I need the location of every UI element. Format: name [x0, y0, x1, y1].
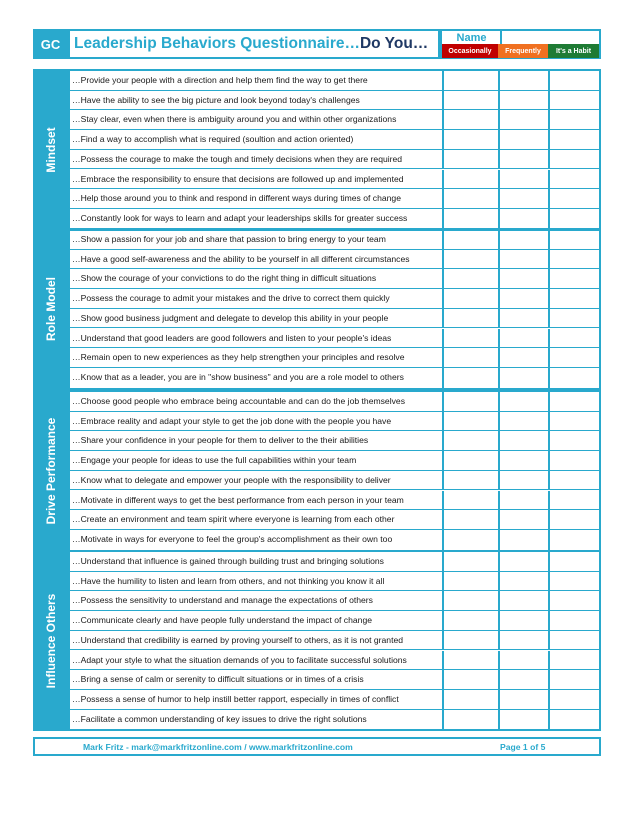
habit-cell[interactable]	[548, 309, 599, 329]
frequently-cell[interactable]	[498, 690, 548, 710]
question-row	[70, 71, 599, 91]
habit-cell[interactable]	[548, 269, 599, 289]
occasionally-cell[interactable]	[442, 631, 498, 651]
section-rows	[68, 550, 601, 731]
question-row	[70, 230, 599, 250]
frequently-cell[interactable]	[498, 209, 548, 229]
footer-page-number: Page 1 of 5	[500, 742, 546, 752]
habit-cell[interactable]	[548, 651, 599, 671]
question-row	[70, 289, 599, 309]
habit-cell[interactable]	[548, 552, 599, 572]
section-label	[33, 390, 68, 552]
occasionally-cell[interactable]	[442, 309, 498, 329]
question-text: …Know that as a leader, you are in "show business" and you are a role model to others	[72, 371, 404, 382]
question-text: …Possess the courage to admit your mistakes and the drive to correct them quickly	[72, 293, 390, 304]
question-text: …Have a good self-awareness and the ability to be yourself in all different circumstances	[72, 253, 410, 264]
question-row	[70, 130, 599, 150]
question-row	[70, 250, 599, 270]
habit-cell[interactable]	[548, 471, 599, 491]
section	[33, 550, 601, 731]
question-text: …Embrace reality and adapt your style to get the job done with the people you have	[72, 415, 392, 426]
habit-cell[interactable]	[548, 412, 599, 432]
question-text: …Create an environment and team spirit where everyone is learning from each other	[72, 514, 395, 525]
occasionally-cell[interactable]	[442, 431, 498, 451]
section-label	[33, 550, 68, 731]
section-label	[33, 69, 68, 231]
occasionally-cell[interactable]	[442, 670, 498, 690]
question-text: …Motivate in ways for everyone to feel the group's accomplishment as their own too	[72, 533, 393, 544]
frequently-cell[interactable]	[498, 710, 548, 730]
question-row	[70, 690, 599, 710]
question-row	[70, 368, 599, 388]
question-text: …Find a way to accomplish what is required (soultion and action oriented)	[72, 134, 354, 145]
section-rows	[68, 390, 601, 552]
question-row	[70, 572, 599, 592]
occasionally-cell[interactable]	[442, 368, 498, 388]
page-title	[68, 29, 440, 59]
occasionally-cell[interactable]	[442, 110, 498, 130]
question-text: …Have the humility to listen and learn from others, and not thinking you know it all	[72, 575, 385, 586]
question-row	[70, 591, 599, 611]
title-main: Leadership Behaviors Questionnaire…	[74, 35, 360, 52]
frequently-cell[interactable]	[498, 329, 548, 349]
occasionally-cell[interactable]	[442, 71, 498, 91]
habit-cell[interactable]	[548, 510, 599, 530]
question-row	[70, 611, 599, 631]
frequently-cell[interactable]	[498, 392, 548, 412]
question-text: …Possess the sensitivity to understand and manage the expectations of others	[72, 595, 373, 606]
question-row	[70, 209, 599, 229]
name-divider	[500, 31, 502, 45]
section-label-text: Drive Performance	[43, 417, 58, 525]
frequently-cell[interactable]	[498, 471, 548, 491]
question-row	[70, 412, 599, 432]
frequently-cell[interactable]	[498, 170, 548, 190]
question-row	[70, 670, 599, 690]
question-text: …Engage your people for ideas to use the full capabilities within your team	[72, 455, 357, 466]
occasionally-cell[interactable]	[442, 348, 498, 368]
frequently-cell[interactable]	[498, 631, 548, 651]
habit-cell[interactable]	[548, 189, 599, 209]
habit-cell[interactable]	[548, 670, 599, 690]
section	[33, 228, 601, 390]
question-text: …Provide your people with a direction and help them find the way to get there	[72, 75, 368, 85]
question-text: …Choose good people who embrace being accountable and can do the job themselves	[72, 396, 405, 406]
question-row	[70, 269, 599, 289]
frequently-cell[interactable]	[498, 412, 548, 432]
question-row	[70, 471, 599, 491]
frequently-cell[interactable]	[498, 269, 548, 289]
frequently-cell[interactable]	[498, 309, 548, 329]
habit-cell[interactable]	[548, 690, 599, 710]
frequently-cell[interactable]	[498, 451, 548, 471]
frequently-cell[interactable]	[498, 230, 548, 250]
frequently-cell[interactable]	[498, 289, 548, 309]
occasionally-cell[interactable]	[442, 611, 498, 631]
footer	[33, 737, 601, 756]
question-text: …Embrace the responsibility to ensure that decisions are followed up and implemented	[72, 173, 404, 184]
occasionally-cell[interactable]	[442, 230, 498, 250]
question-text: …Know what to delegate and empower your people with the responsibility to deliver	[72, 474, 391, 485]
question-row	[70, 451, 599, 471]
occasionally-cell[interactable]	[442, 170, 498, 190]
occasionally-cell[interactable]	[442, 552, 498, 572]
footer-contact: Mark Fritz - mark@markfritzonline.com / www.markfritzonline.com	[83, 742, 353, 752]
habit-cell[interactable]	[548, 451, 599, 471]
frequently-cell[interactable]	[498, 431, 548, 451]
habit-cell[interactable]	[548, 150, 599, 170]
question-row	[70, 91, 599, 111]
question-row	[70, 491, 599, 511]
habit-cell[interactable]	[548, 329, 599, 349]
section-label-text: Influence Others	[43, 593, 58, 688]
occasionally-cell[interactable]	[442, 329, 498, 349]
question-text: …Possess the courage to make the tough and timely decisions when they are required	[72, 153, 403, 164]
section	[33, 69, 601, 231]
occasionally-header: Occasionally	[442, 44, 498, 58]
habit-cell[interactable]	[548, 491, 599, 511]
occasionally-cell[interactable]	[442, 91, 498, 111]
habit-cell[interactable]	[548, 130, 599, 150]
habit-cell[interactable]	[548, 91, 599, 111]
question-text: …Adapt your style to what the situation demands of you to facilitate successful solutions	[72, 654, 407, 665]
frequently-header: Frequently	[498, 44, 548, 58]
question-text: …Stay clear, even when there is ambiguity around you and within other organizations	[72, 114, 397, 125]
question-row	[70, 651, 599, 671]
habit-cell[interactable]	[548, 631, 599, 651]
question-row	[70, 150, 599, 170]
question-text: …Remain open to new experiences as they help strengthen your principles and resolve	[72, 352, 405, 363]
frequently-cell[interactable]	[498, 110, 548, 130]
frequently-cell[interactable]	[498, 530, 548, 550]
habit-cell[interactable]	[548, 230, 599, 250]
habit-cell[interactable]	[548, 110, 599, 130]
section-rows	[68, 69, 601, 231]
habit-header: It's a Habit	[548, 44, 599, 58]
frequently-cell[interactable]	[498, 591, 548, 611]
question-text: …Share your confidence in your people for them to deliver to the their abilities	[72, 435, 369, 446]
occasionally-cell[interactable]	[442, 510, 498, 530]
habit-cell[interactable]	[548, 289, 599, 309]
occasionally-cell[interactable]	[442, 491, 498, 511]
section-rows	[68, 228, 601, 390]
name-label: Name	[456, 32, 487, 44]
occasionally-cell[interactable]	[442, 289, 498, 309]
question-text: …Communicate clearly and have people fully understand the impact of change	[72, 615, 373, 626]
frequently-cell[interactable]	[498, 368, 548, 388]
habit-cell[interactable]	[548, 392, 599, 412]
occasionally-cell[interactable]	[442, 690, 498, 710]
question-text: …Facilitate a common understanding of key issues to drive the right solutions	[72, 713, 367, 724]
question-text: …Help those around you to think and respond in different ways during times of change	[72, 193, 401, 204]
frequently-cell[interactable]	[498, 491, 548, 511]
frequently-cell[interactable]	[498, 130, 548, 150]
question-row	[70, 309, 599, 329]
frequently-cell[interactable]	[498, 510, 548, 530]
habit-cell[interactable]	[548, 250, 599, 270]
frequently-cell[interactable]	[498, 71, 548, 91]
section	[33, 390, 601, 552]
occasionally-cell[interactable]	[442, 269, 498, 289]
occasionally-cell[interactable]	[442, 392, 498, 412]
occasionally-cell[interactable]	[442, 130, 498, 150]
question-row	[70, 348, 599, 368]
question-text: …Bring a sense of calm or serenity to difficult situations or in times of a crisis	[72, 674, 364, 685]
question-row	[70, 710, 599, 730]
frequently-cell[interactable]	[498, 348, 548, 368]
question-text: …Understand that credibility is earned by proving yourself to others, as it is not granted	[72, 634, 404, 645]
gc-badge: GC	[33, 29, 68, 59]
occasionally-cell[interactable]	[442, 591, 498, 611]
frequently-cell[interactable]	[498, 611, 548, 631]
question-text: …Constantly look for ways to learn and adapt your leaderships skills for greater success	[72, 212, 408, 223]
frequently-cell[interactable]	[498, 651, 548, 671]
habit-cell[interactable]	[548, 710, 599, 730]
question-row	[70, 170, 599, 190]
occasionally-cell[interactable]	[442, 412, 498, 432]
question-text: …Show good business judgment and delegate to develop this ability in your people	[72, 312, 389, 323]
question-row	[70, 530, 599, 550]
section-label	[33, 228, 68, 390]
question-text: …Have the ability to see the big picture and look beyond today's challenges	[72, 94, 360, 105]
frequently-cell[interactable]	[498, 670, 548, 690]
occasionally-cell[interactable]	[442, 530, 498, 550]
frequently-cell[interactable]	[498, 250, 548, 270]
question-row	[70, 631, 599, 651]
habit-cell[interactable]	[548, 209, 599, 229]
frequently-cell[interactable]	[498, 572, 548, 592]
occasionally-cell[interactable]	[442, 451, 498, 471]
occasionally-cell[interactable]	[442, 471, 498, 491]
question-row	[70, 392, 599, 412]
question-row	[70, 552, 599, 572]
habit-cell[interactable]	[548, 530, 599, 550]
frequently-cell[interactable]	[498, 91, 548, 111]
occasionally-cell[interactable]	[442, 189, 498, 209]
question-text: …Motivate in different ways to get the best performance from each person in your team	[72, 494, 404, 505]
habit-cell[interactable]	[548, 348, 599, 368]
habit-cell[interactable]	[548, 431, 599, 451]
frequently-cell[interactable]	[498, 150, 548, 170]
frequently-cell[interactable]	[498, 189, 548, 209]
occasionally-cell[interactable]	[442, 209, 498, 229]
occasionally-cell[interactable]	[442, 150, 498, 170]
habit-cell[interactable]	[548, 368, 599, 388]
frequently-cell[interactable]	[498, 552, 548, 572]
question-row	[70, 110, 599, 130]
occasionally-cell[interactable]	[442, 651, 498, 671]
habit-cell[interactable]	[548, 611, 599, 631]
habit-cell[interactable]	[548, 572, 599, 592]
habit-cell[interactable]	[548, 71, 599, 91]
question-row	[70, 189, 599, 209]
question-text: …Understand that good leaders are good followers and listen to your people's ideas	[72, 332, 392, 343]
question-text: …Possess a sense of humor to help instill better rapport, especially in times of conflict	[72, 693, 399, 704]
question-text: …Show a passion for your job and share that passion to bring energy to your team	[72, 234, 386, 244]
habit-cell[interactable]	[548, 591, 599, 611]
question-row	[70, 329, 599, 349]
section-label-text: Mindset	[43, 127, 58, 173]
question-row	[70, 431, 599, 451]
question-row	[70, 510, 599, 530]
question-text: …Understand that influence is gained through building trust and bringing solutions	[72, 556, 384, 566]
occasionally-cell[interactable]	[442, 250, 498, 270]
question-text: …Show the courage of your convictions to do the right thing in difficult situations	[72, 273, 377, 284]
occasionally-cell[interactable]	[442, 572, 498, 592]
occasionally-cell[interactable]	[442, 710, 498, 730]
section-label-text: Role Model	[43, 276, 58, 342]
title-sub: Do You…	[359, 35, 429, 52]
habit-cell[interactable]	[548, 170, 599, 190]
